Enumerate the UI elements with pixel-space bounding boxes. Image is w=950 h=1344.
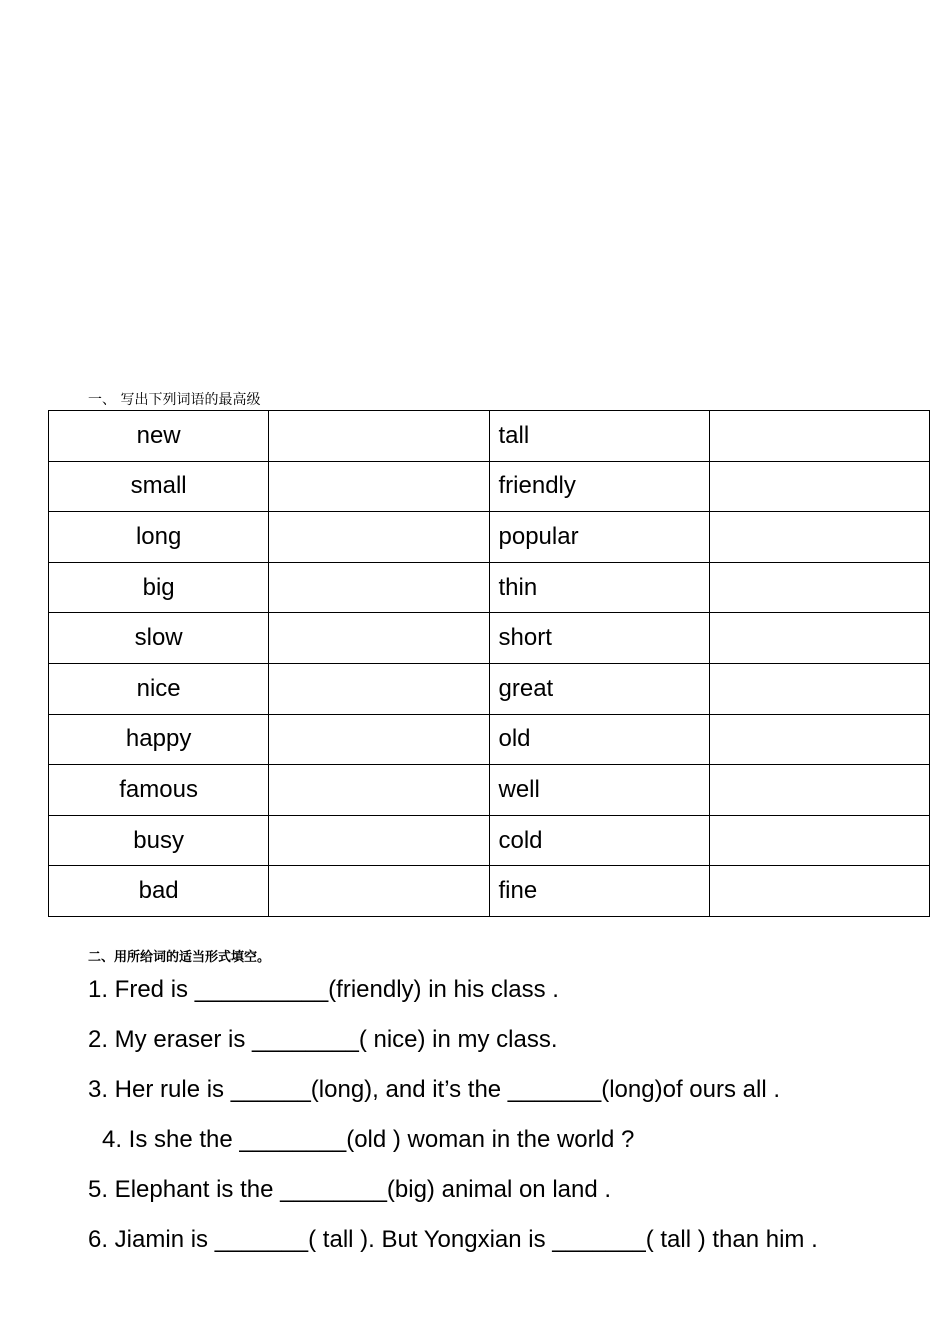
answer-cell[interactable] [269,461,489,512]
exercise-item: 4. Is she the ________(old ) woman in the world ? [102,1126,635,1153]
answer-cell[interactable] [709,663,929,714]
answer-cell[interactable] [269,714,489,765]
word-cell: well [489,765,709,816]
answer-cell[interactable] [709,866,929,917]
word-cell: tall [489,411,709,462]
table-row [49,714,930,765]
word-cell: long [49,512,269,563]
table-row [49,411,930,462]
table-row [49,815,930,866]
table-row [49,613,930,664]
answer-cell[interactable] [709,562,929,613]
answer-cell[interactable] [269,663,489,714]
exercise-item: 3. Her rule is ______(long), and it’s the _______(long)of ours all . [88,1076,780,1103]
answer-cell[interactable] [269,512,489,563]
word-cell: great [489,663,709,714]
table-row [49,512,930,563]
word-cell: new [49,411,269,462]
section-2-heading: 二、用所给词的适当形式填空。 [88,950,271,965]
word-cell: thin [489,562,709,613]
word-cell: friendly [489,461,709,512]
table-row [49,562,930,613]
table-row [49,461,930,512]
answer-cell[interactable] [269,815,489,866]
answer-cell[interactable] [269,562,489,613]
table-row [49,765,930,816]
word-cell: small [49,461,269,512]
answer-cell[interactable] [709,765,929,816]
word-cell: big [49,562,269,613]
fill-in-exercises [88,968,938,1268]
answer-cell[interactable] [709,411,929,462]
word-cell: popular [489,512,709,563]
table-row [49,663,930,714]
exercise-item: 5. Elephant is the ________(big) animal on land . [88,1176,612,1203]
word-cell: slow [49,613,269,664]
answer-cell[interactable] [709,461,929,512]
answer-cell[interactable] [709,512,929,563]
answer-cell[interactable] [269,765,489,816]
word-cell: busy [49,815,269,866]
answer-cell[interactable] [269,411,489,462]
exercise-item: 2. My eraser is ________( nice) in my class. [88,1026,558,1053]
exercise-item: 6. Jiamin is _______( tall ). But Yongxian is _______( tall ) than him . [88,1226,818,1253]
word-cell: famous [49,765,269,816]
answer-cell[interactable] [709,613,929,664]
answer-cell[interactable] [709,714,929,765]
exercise-item: 1. Fred is __________(friendly) in his class . [88,976,559,1003]
word-cell: cold [489,815,709,866]
word-cell: nice [49,663,269,714]
word-cell: old [489,714,709,765]
word-cell: happy [49,714,269,765]
answer-cell[interactable] [709,815,929,866]
superlative-table [48,410,930,917]
answer-cell[interactable] [269,866,489,917]
answer-cell[interactable] [269,613,489,664]
section-1-heading: 一、 写出下列词语的最高级 [88,392,261,408]
table-row [49,866,930,917]
word-cell: short [489,613,709,664]
word-cell: fine [489,866,709,917]
word-cell: bad [49,866,269,917]
